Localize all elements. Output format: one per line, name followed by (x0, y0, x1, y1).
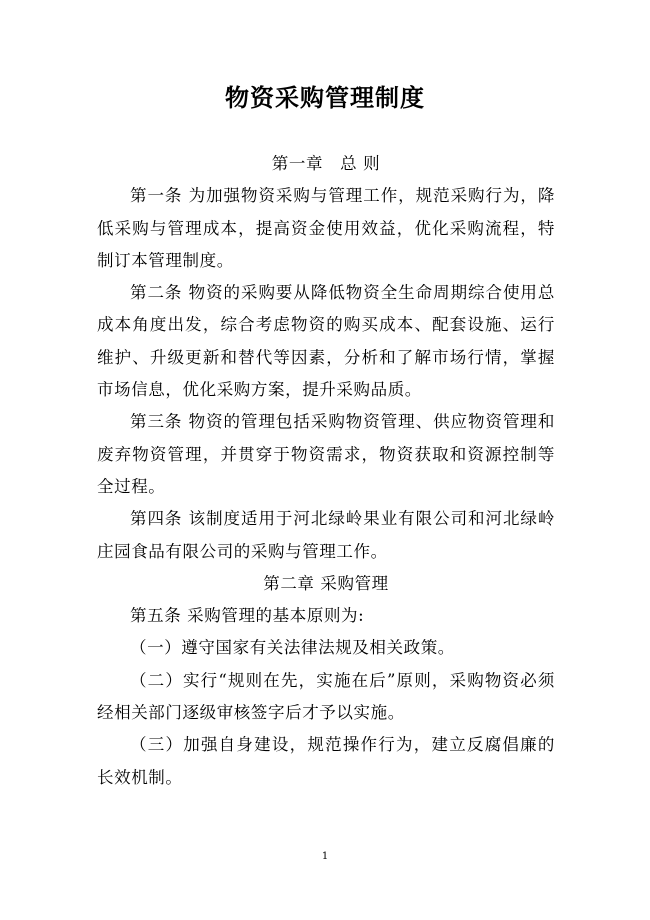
chapter-2-heading: 第二章 采购管理 (263, 573, 389, 593)
article-4: 第四条 该制度适用于河北绿岭果业有限公司和河北绿岭庄园食品有限公司的采购与管理工作。 (97, 509, 555, 561)
document-body (97, 148, 555, 794)
page-number: 1 (321, 851, 329, 862)
chapter-1-heading: 第一章 总 则 (271, 154, 381, 173)
article-5: 第五条 采购管理的基本原则为: (130, 606, 365, 626)
article-5-item-3: （三）加强自身建设，规范操作行为，建立反腐倡廉的长效机制。 (97, 735, 555, 787)
article-2: 第二条 物资的采购要从降低物资全生命周期综合使用总成本角度出发，综合考虑物资的购买成本、配套设施、运行维护、升级更新和替代等因素，分析和了解市场行情，掌握市场信息，优化采购方案，提升采购品质。 (97, 283, 555, 400)
article-5-item-1: （一）遵守国家有关法律法规及相关政策。 (130, 638, 455, 658)
document-title: 物资采购管理制度 (225, 84, 425, 112)
article-3: 第三条 物资的管理包括采购物资管理、供应物资管理和废弃物资管理，并贯穿于物资需求，物资获取和资源控制等全过程。 (97, 412, 555, 496)
article-5-item-2: （二）实行“规则在先，实施在后”原则，采购物资必须经相关部门逐级审核签字后才予以实施。 (97, 670, 555, 723)
article-1: 第一条 为加强物资采购与管理工作，规范采购行为，降低采购与管理成本，提高资金使用效益，优化采购流程，特制订本管理制度。 (97, 186, 555, 270)
